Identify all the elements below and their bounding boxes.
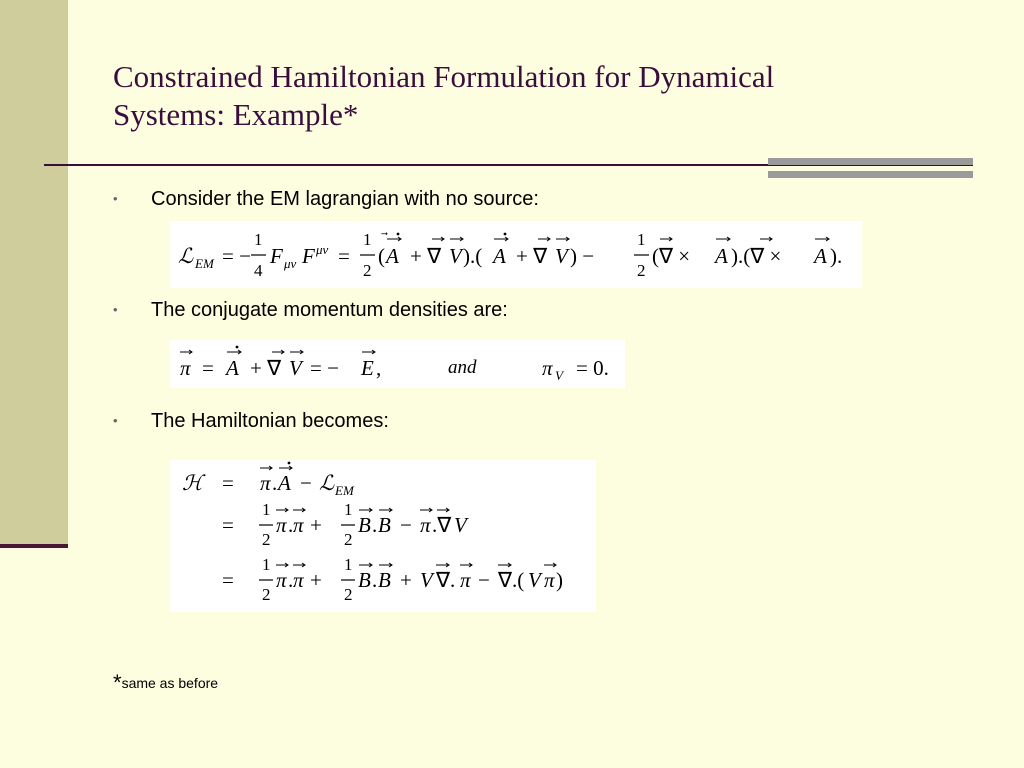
svg-text:1: 1: [344, 500, 353, 519]
svg-text:π: π: [542, 356, 553, 380]
svg-text:∇.: ∇.: [436, 568, 456, 592]
svg-text:= −: = −: [310, 356, 339, 380]
svg-text:EM: EM: [335, 483, 354, 498]
svg-text:ℒ: ℒ: [319, 471, 335, 495]
decor-bar-bottom: [768, 171, 973, 178]
footnote-marker: *: [113, 670, 122, 695]
svg-text:E: E: [361, 356, 374, 380]
bullet-text: The conjugate momentum densities are:: [151, 299, 508, 321]
equation-em-lagrangian: [170, 221, 862, 288]
svg-text:A: A: [493, 244, 506, 268]
svg-text:4: 4: [254, 261, 263, 280]
svg-text:+: +: [400, 568, 412, 592]
title-line-1: Constrained Hamiltonian Formulation for Dynamical: [113, 59, 775, 94]
svg-text:π: π: [293, 568, 304, 592]
decor-bar-top: [768, 158, 973, 165]
svg-text:B: B: [378, 513, 391, 537]
bullet-text: The Hamiltonian becomes:: [151, 410, 389, 432]
svg-text:V: V: [289, 356, 302, 380]
svg-text:+ ∇: + ∇: [250, 356, 282, 380]
svg-text:+: +: [310, 568, 322, 592]
svg-text:.: .: [288, 568, 294, 592]
svg-text:V: V: [454, 513, 467, 537]
left-decor-rule: [0, 544, 68, 548]
svg-text:1: 1: [363, 230, 372, 249]
svg-text:π: π: [276, 568, 287, 592]
slide-title: [113, 58, 913, 134]
svg-text:+ ∇: + ∇: [410, 244, 442, 268]
bullet-marker: •: [113, 302, 118, 317]
svg-text:= −: = −: [222, 244, 251, 268]
svg-text:μν: μν: [316, 242, 329, 257]
svg-text:).(∇ ×: ).(∇ ×: [731, 244, 782, 268]
title-line-2: Systems: Example*: [113, 97, 359, 132]
svg-text:,: ,: [376, 356, 382, 380]
svg-text:π: π: [460, 568, 471, 592]
svg-text:and: and: [448, 357, 477, 378]
svg-text:ℋ: ℋ: [182, 471, 203, 495]
svg-text:V: V: [528, 568, 541, 592]
svg-text:.∇: .∇: [432, 513, 452, 537]
svg-text:EM: EM: [195, 256, 214, 271]
svg-text:V: V: [449, 244, 462, 268]
svg-text:ℒ: ℒ: [178, 244, 194, 268]
svg-text:=: =: [222, 471, 234, 495]
svg-text:F: F: [302, 244, 315, 268]
svg-text:1: 1: [254, 230, 263, 249]
svg-text:∇.(: ∇.(: [498, 568, 525, 592]
svg-text:F: F: [270, 244, 283, 268]
footnote-text: same as before: [121, 675, 219, 691]
svg-text:B: B: [358, 513, 371, 537]
svg-text:V: V: [555, 368, 563, 383]
svg-text:.: .: [288, 513, 294, 537]
svg-text:A: A: [715, 244, 728, 268]
svg-text:π: π: [544, 568, 555, 592]
svg-text:2: 2: [363, 261, 372, 280]
svg-text:) −: ) −: [570, 244, 595, 268]
svg-text:μν: μν: [284, 256, 297, 271]
svg-text:A: A: [386, 244, 399, 268]
svg-text:+ ∇: + ∇: [516, 244, 548, 268]
equation-conjugate-momenta: [170, 340, 625, 388]
equation-hamiltonian: [170, 460, 596, 612]
svg-text:).: ).: [830, 244, 843, 268]
svg-text:+: +: [310, 513, 322, 537]
svg-text:=: =: [222, 513, 234, 537]
svg-text:π: π: [276, 513, 287, 537]
svg-text:−: −: [478, 568, 490, 592]
svg-text:1: 1: [262, 555, 271, 574]
svg-text:π: π: [180, 356, 191, 380]
left-decor-band: [0, 0, 68, 547]
bullet-marker: •: [113, 191, 118, 206]
svg-text:2: 2: [262, 585, 271, 604]
svg-text:2: 2: [344, 530, 353, 549]
svg-text:V: V: [420, 568, 433, 592]
svg-text:2: 2: [637, 261, 646, 280]
svg-text:π: π: [260, 471, 271, 495]
svg-text:π: π: [293, 513, 304, 537]
svg-text:): ): [556, 568, 563, 592]
svg-text:π: π: [420, 513, 431, 537]
svg-text:⃗: [381, 232, 388, 236]
svg-text:.: .: [372, 513, 378, 537]
svg-text:=: =: [222, 568, 234, 592]
bullet-item-3: [113, 410, 389, 433]
svg-text:2: 2: [262, 530, 271, 549]
svg-text:.: .: [272, 471, 278, 495]
svg-text:(: (: [378, 244, 385, 268]
svg-text:).(: ).(: [463, 244, 483, 268]
svg-text:A: A: [278, 471, 291, 495]
bullet-item-1: [113, 188, 539, 211]
svg-text:1: 1: [637, 230, 646, 249]
bullet-text: Consider the EM lagrangian with no source:: [151, 188, 539, 210]
svg-text:A: A: [226, 356, 239, 380]
bullet-marker: •: [113, 413, 118, 428]
svg-text:−: −: [300, 471, 312, 495]
svg-text:B: B: [378, 568, 391, 592]
svg-text:B: B: [358, 568, 371, 592]
svg-text:(∇ ×: (∇ ×: [652, 244, 691, 268]
svg-text:V: V: [555, 244, 568, 268]
svg-text:2: 2: [344, 585, 353, 604]
svg-text:.: .: [372, 568, 378, 592]
svg-text:=: =: [338, 244, 350, 268]
bullet-item-2: [113, 299, 508, 322]
svg-text:1: 1: [344, 555, 353, 574]
svg-text:−: −: [400, 513, 412, 537]
svg-text:A: A: [814, 244, 827, 268]
footnote: [113, 668, 218, 694]
svg-text:= 0.: = 0.: [576, 356, 609, 380]
svg-text:1: 1: [262, 500, 271, 519]
svg-text:=: =: [202, 356, 214, 380]
